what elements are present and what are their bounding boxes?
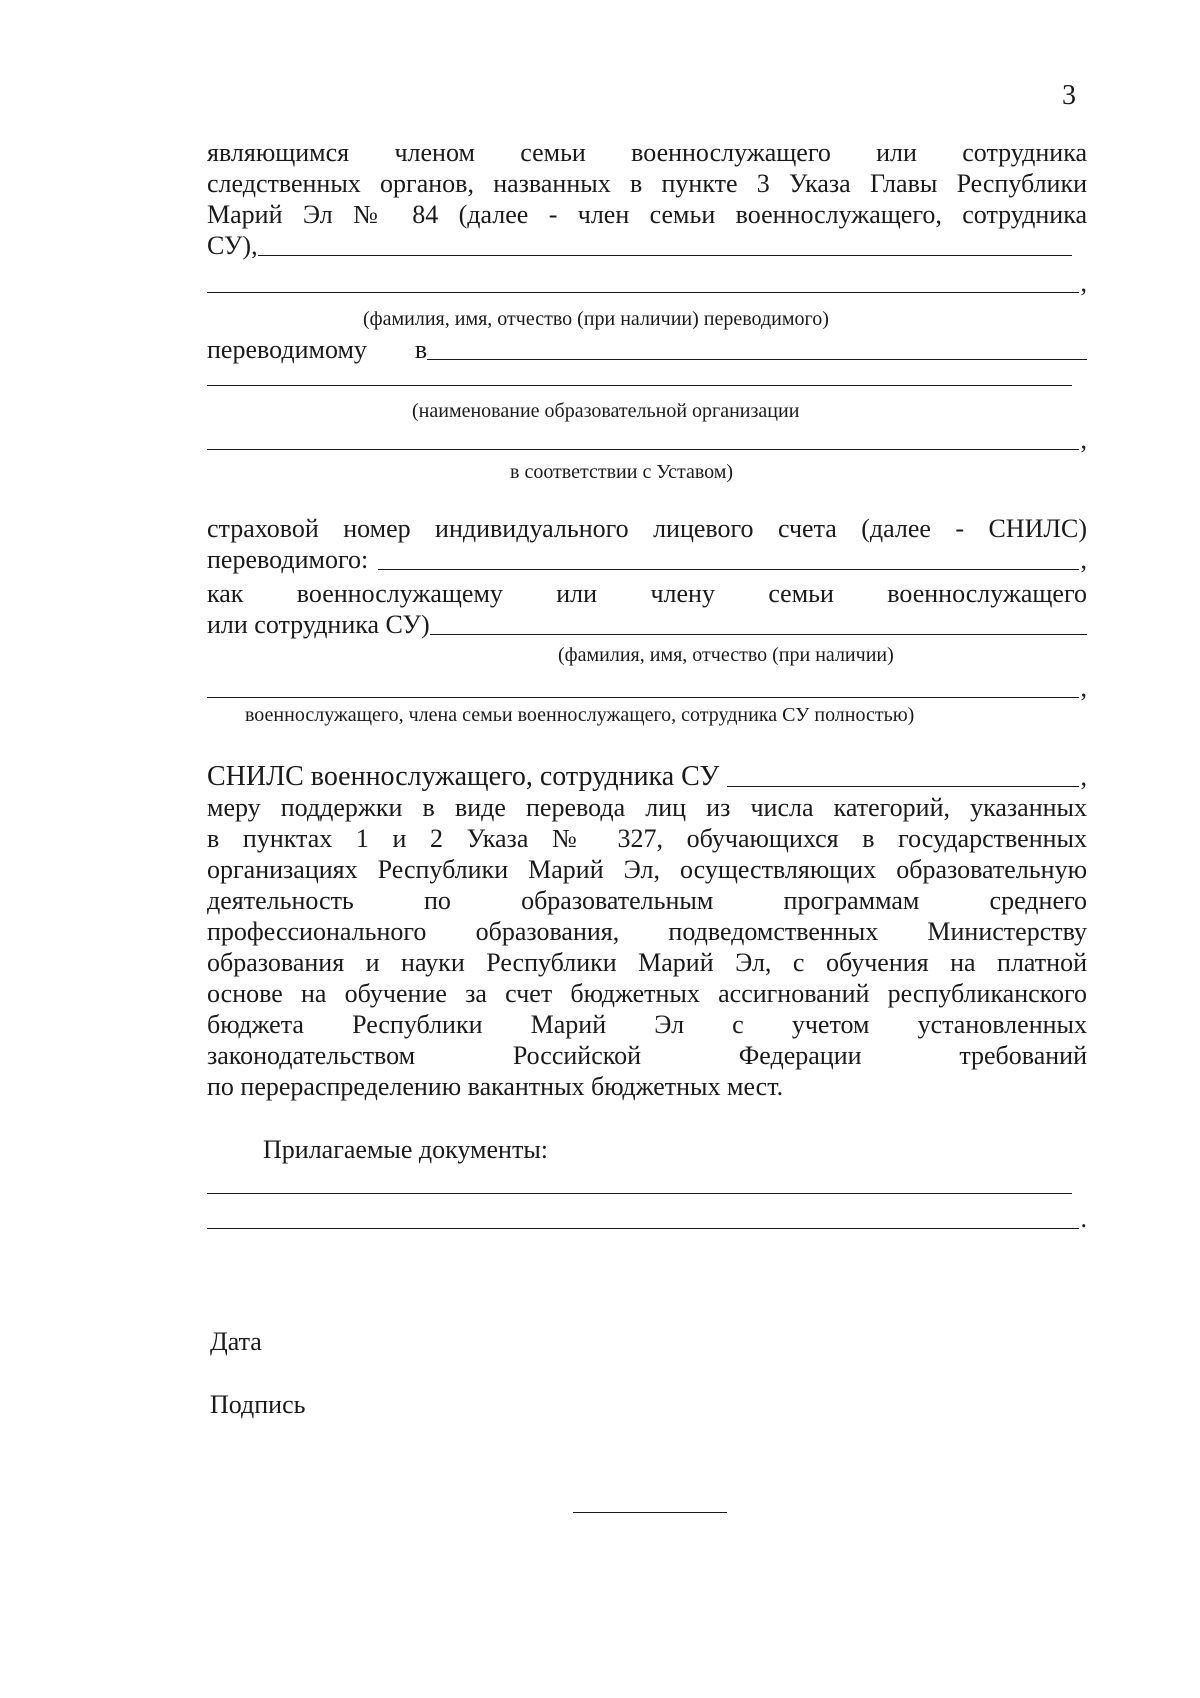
para2-line-1: меру поддержки в виде перевода лиц из числа категорий, указанных [207,793,1087,822]
snils-su-label: СНИЛС военнослужащего, сотрудника СУ [207,761,720,792]
para1-line-3: Марий Эл № 84 (далее - член семьи военнослужащего, сотрудника [207,200,1087,229]
caption-fio: (фамилия, имя, отчество (при наличии) переводимого) [363,308,829,330]
para2-line-7: основе на обучение за счет бюджетных ассигнований республиканского [207,979,1087,1008]
signature-label: Подпись [210,1390,306,1419]
docs-blank-1[interactable] [207,1192,1072,1194]
snils-su-row [207,761,1087,793]
mil-name-blank-2[interactable] [207,696,1079,698]
comma-4: , [1080,673,1087,702]
name-line-row [207,267,1087,299]
org-blank-2[interactable] [207,384,1072,386]
comma-3: , [1080,545,1087,574]
docs-blank-2[interactable] [207,1227,1079,1229]
para2-line-9: законодательством Российской Федерации требований [207,1041,1087,1070]
para2-line-4: деятельность по образовательным программам среднего [207,886,1087,915]
docs-row-1 [207,1168,1072,1200]
snils-su-blank[interactable] [727,785,1078,787]
date-label: Дата [210,1327,262,1356]
para2-line-10: по перераспределению вакантных бюджетных мест. [207,1072,784,1101]
caption-fio-2: (фамилия, имя, отчество (при наличии) [558,644,894,666]
name-blank-2[interactable] [207,291,1079,293]
attached-docs-label: Прилагаемые документы: [263,1135,549,1164]
para2-line-8: бюджета Республики Марий Эл с учетом установленных [207,1010,1087,1039]
period: . [1080,1204,1087,1233]
perevod-word: переводимому [207,335,367,364]
para2-line-3: организациях Республики Марий Эл, осуществляющих образовательную [207,855,1087,884]
su-name-row [207,230,1072,262]
org-line-row [207,360,1072,392]
org-line-row-3 [207,424,1087,456]
perevod-snils-row [207,544,1087,576]
end-separator [573,1512,727,1513]
caption-fio-3: военнослужащего, члена семьи военнослужащего, сотрудника СУ полностью) [245,704,915,726]
comma-5: , [1080,762,1087,791]
v-word: в [414,335,428,364]
comma-2: , [1080,425,1087,454]
para2-line-2: в пунктах 1 и 2 Указа № 327, обучающихся в государственных [207,824,1087,853]
ili-label: или сотрудника СУ) [207,610,430,639]
caption-org-1: (наименование образовательной организации [412,400,800,422]
comma-1: , [1080,268,1087,297]
ili-row [207,609,1087,641]
snils-line: страховой номер индивидуального лицевого счета (далее - СНИЛС) [207,514,1087,543]
mil-name-row [207,672,1087,704]
mil-name-blank-1[interactable] [430,633,1087,635]
docs-row-2 [207,1203,1087,1235]
kak-line: как военнослужащему или члену семьи военнослужащего [207,579,1087,608]
name-blank-1[interactable] [258,254,1072,256]
para1-line-1: являющимся членом семьи военнослужащего или сотрудника [207,138,1087,167]
caption-org-2: в соответствии с Уставом) [510,461,734,483]
snils-blank[interactable] [378,568,1078,570]
perevod-label: переводимого: [207,545,369,574]
su-prefix: СУ), [207,231,258,260]
page-number: 3 [1062,80,1076,111]
para2-line-6: образования и науки Республики Марий Эл, с обучения на платной [207,948,1087,977]
para1-line-2: следственных органов, названных в пункте 3 Указа Главы Республики [207,169,1087,198]
para2-line-5: профессионального образования, подведомственных Министерству [207,917,1087,946]
org-blank-3[interactable] [207,448,1079,450]
